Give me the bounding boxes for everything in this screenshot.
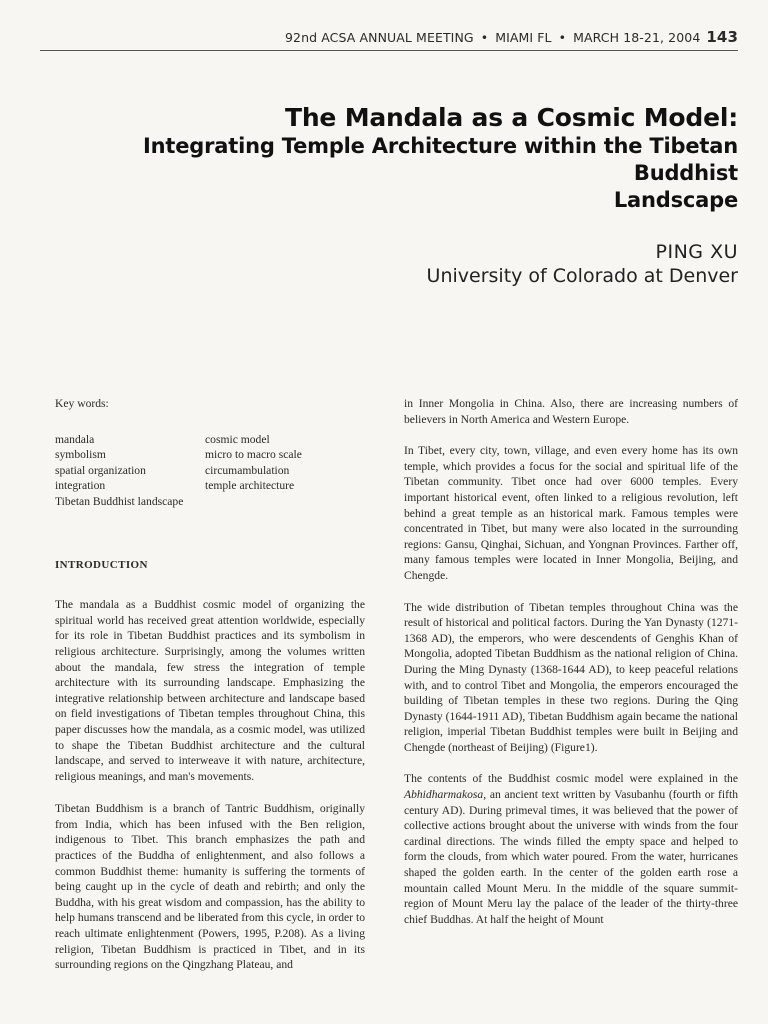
left-column [55,396,365,973]
header-rule [40,50,738,51]
section-heading-introduction: INTRODUCTION [55,558,148,571]
keyword: integration [55,479,106,493]
body-paragraph: In Tibet, every city, town, village, and even every home has its own temple, which provides a focus for the social and spiritual life of the Tibetan community. Tibet once had over 6000 temples. Every important historical event, often linked to a religious revolution, left behind a great temple as an historical mark. Famous temples were concentrated in Tibet, but many were also located in the surrounding regions: Gansu, Qinghai, Sichuan, and Yongnan Provinces. Farther off, many famous temples were located in Inner Mongolia, Beijing, and Chengde. [404,444,738,582]
right-column [404,396,738,927]
separator-bullet: • [480,30,489,45]
intro-paragraph-2: Tibetan Buddhism is a branch of Tantric Buddhism, originally from India, which has been infused with the Ben religion, indigenous to Tibet. This branch emphasizes the path and practices of the Buddha of enlightenment, and also follows a common Buddhist theme: humanity is suffering the torments of being caught up in the cycle of death and rebirth; and only the Buddha, with his great wisdom and compassion, has the ability to help humans transcend and be liberated from this cycle, in order to reach ultimate enlightenment (Powers, 1995, P.208). As a living religion, Tibetan Buddhism is practiced in Tibet, and in its surrounding regions on the Qingzhang Plateau, and [55,802,365,972]
author-name: PING XU [655,241,738,263]
paper-title-line-3: Landscape [613,188,738,212]
text-run: The contents of the Buddhist cosmic model were explained in the [404,772,738,786]
running-header [40,28,738,46]
body-paragraph: in Inner Mongolia in China. Also, there are increasing numbers of believers in North America and Western Europe. [404,397,738,426]
text-title-italic: Abhidharmakosa [404,788,484,802]
keyword: cosmic model [205,432,270,446]
keyword: temple architecture [205,479,295,493]
separator-bullet: • [558,30,567,45]
paper-title-line-2: Integrating Temple Architecture within the Tibetan Buddhist [143,134,738,185]
body-paragraph: The wide distribution of Tibetan temples throughout China was the result of historical and political factors. During the Yan Dynasty (1271-1368 AD), the emperors, who were descendents of Genghis Khan of Mongolia, adopted Tibetan Buddhism as the national religion of China. During the Ming Dynasty (1368-1644 AD), to keep peaceful relations with, and to control Tibet and Mongolia, the emperors encouraged the building of Tibetan temples in these two regions. During the Qing Dynasty (1644-1911 AD), Tibetan Buddhism again became the national religion, imperial Tibetan Buddhist temples were built in Beijing and Chengde (northeast of Beijing) (Figure1). [404,600,738,754]
text-run: , an ancient text written by Vasubanhu (fourth or fifth century AD). During primeval times, it was believed that the power of collective actions brought about the universe with winds from the four cardinal directions. The winds filled the empty space and helped to form the clouds, from which water poured. From the water, hurricanes shaped the golden earth. In the center of the golden earth rose a mountain called Mount Meru. In the middle of the square summit-region of Mount Meru lay the palace of the leader of the thirty-three chief Buddhas. At half the height of Mount [404,788,738,926]
conference-dates: MARCH 18-21, 2004 [573,30,701,45]
body-paragraph [404,771,738,927]
title-block [40,102,738,288]
paper-title-line-1: The Mandala as a Cosmic Model: [284,103,738,132]
conference-name: 92nd ACSA ANNUAL MEETING [284,30,474,45]
keyword: Tibetan Buddhist landscape [55,494,184,508]
keywords-heading: Key words: [55,397,109,410]
keyword: spatial organization [55,463,146,477]
keywords-list [55,432,365,510]
keyword: symbolism [55,448,106,462]
author-affiliation: University of Colorado at Denver [426,265,738,287]
page-number: 143 [706,28,738,46]
keyword: circumambulation [205,463,290,477]
intro-paragraph-1: The mandala as a Buddhist cosmic model of organizing the spiritual world has received great attention worldwide, especially for its role in Tibetan Buddhist practices and its symbolism in religious architecture. Surprisingly, among the volumes written about the mandala, few stress the integration of temple architecture with its surrounding landscape. Emphasizing the integrative relationship between architecture and landscape based on field investigations of Tibetan temples throughout China, this paper discusses how the mandala, as a cosmic model, was utilized to shape the Tibetan Buddhist architecture and the cultural landscape, and served to interweave it with nature, architecture, religious meanings, and man's movements. [55,598,365,783]
keyword: mandala [55,432,95,446]
keyword [205,494,365,510]
keyword: micro to macro scale [205,448,302,462]
conference-location: MIAMI FL [495,30,552,45]
